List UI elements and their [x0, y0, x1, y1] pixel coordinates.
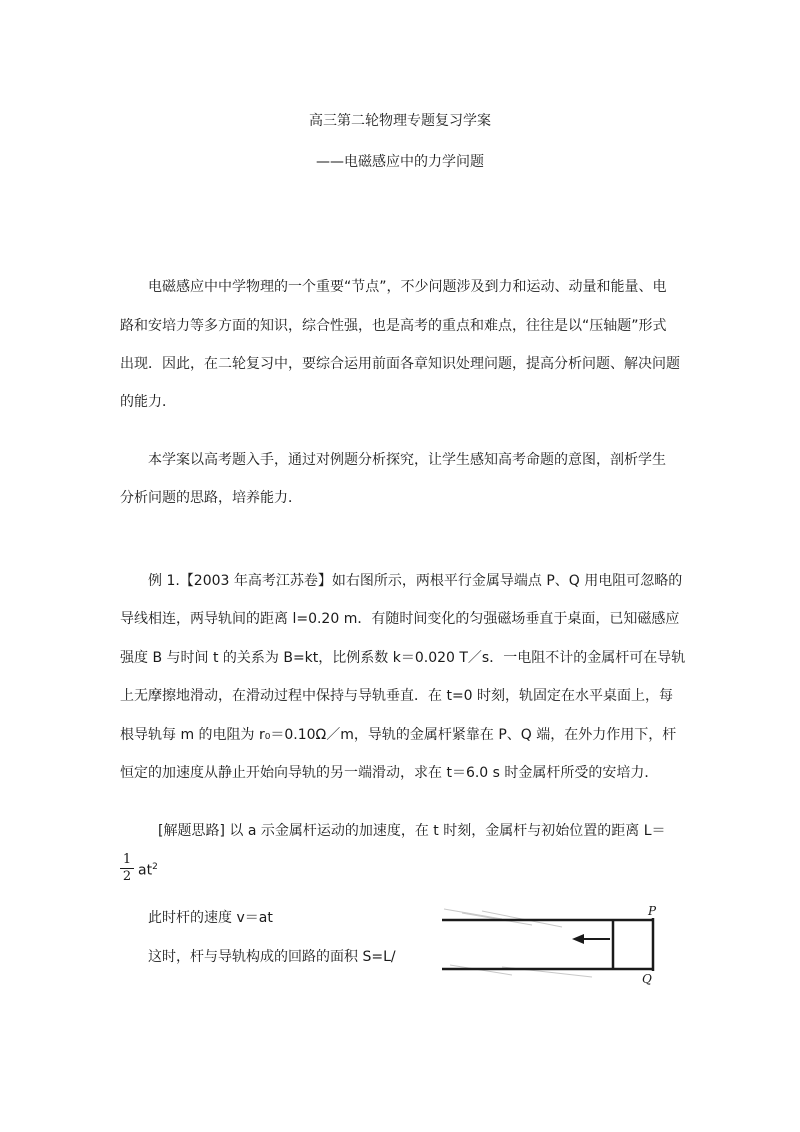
document-title: 高三第二轮物理专题复习学案 [309, 113, 491, 129]
intro-line: 的能力． [120, 394, 176, 410]
rail-diagram-figure [442, 905, 672, 985]
fraction-numerator: 1 [122, 852, 132, 867]
example-line: 上无摩擦地滑动，在滑动过程中保持与导轨垂直．在 t=0 时刻，轨固定在水平桌面上，每 [120, 688, 674, 704]
at-squared [138, 862, 158, 879]
example-line: 根导轨每 m 的电阻为 r₀＝0.10Ω／m，导轨的金属杆紧靠在 P、Q 端，在外力作用下，杆 [120, 727, 677, 743]
label-q: Q [642, 972, 652, 985]
intro-line: 路和安培力等多方面的知识，综合性强，也是高考的重点和难点，往往是以“压轴题”形式 [120, 318, 667, 334]
example-line: 导线相连，两导轨间的距离 l=0.20 m．有随时间变化的匀强磁场垂直于桌面，已知磁感应 [120, 611, 680, 627]
area-line: 这时，杆与导轨构成的回路的面积 S=L/ [148, 949, 396, 965]
one-half-fraction [120, 852, 134, 885]
intro-line: 电磁感应中中学物理的一个重要“节点”，不少问题涉及到力和运动、动量和能量、电 [148, 279, 667, 295]
example-line: 例 1.【2003 年高考江苏卷】如右图所示，两根平行金属导端点 P、Q 用电阻可忽略的 [148, 573, 683, 589]
at-base: at [138, 862, 153, 879]
exponent: 2 [152, 862, 158, 872]
example-line: 强度 B 与时间 t 的关系为 B=kt，比例系数 k＝0.020 T／s．一电阻不计的金属杆可在导轨 [120, 650, 686, 666]
fraction-denominator: 2 [120, 868, 134, 885]
velocity-line: 此时杆的速度 v＝at [148, 910, 273, 926]
label-p: P [648, 905, 657, 918]
intro-line: 出现．因此，在二轮复习中，要综合运用前面各章知识处理问题，提高分析问题、解决问题 [120, 356, 680, 372]
purpose-line: 分析问题的思路，培养能力． [120, 490, 302, 506]
document-subtitle: ——电磁感应中的力学问题 [316, 154, 484, 170]
solution-line: [解题思路] 以 a 示金属杆运动的加速度，在 t 时刻，金属杆与初始位置的距离 L＝ [158, 823, 666, 839]
example-line: 恒定的加速度从静止开始向导轨的另一端滑动，求在 t＝6.0 s 时金属杆所受的安培力． [120, 765, 659, 781]
purpose-line: 本学案以高考题入手，通过对例题分析探究，让学生感知高考命题的意图，剖析学生 [148, 452, 666, 468]
